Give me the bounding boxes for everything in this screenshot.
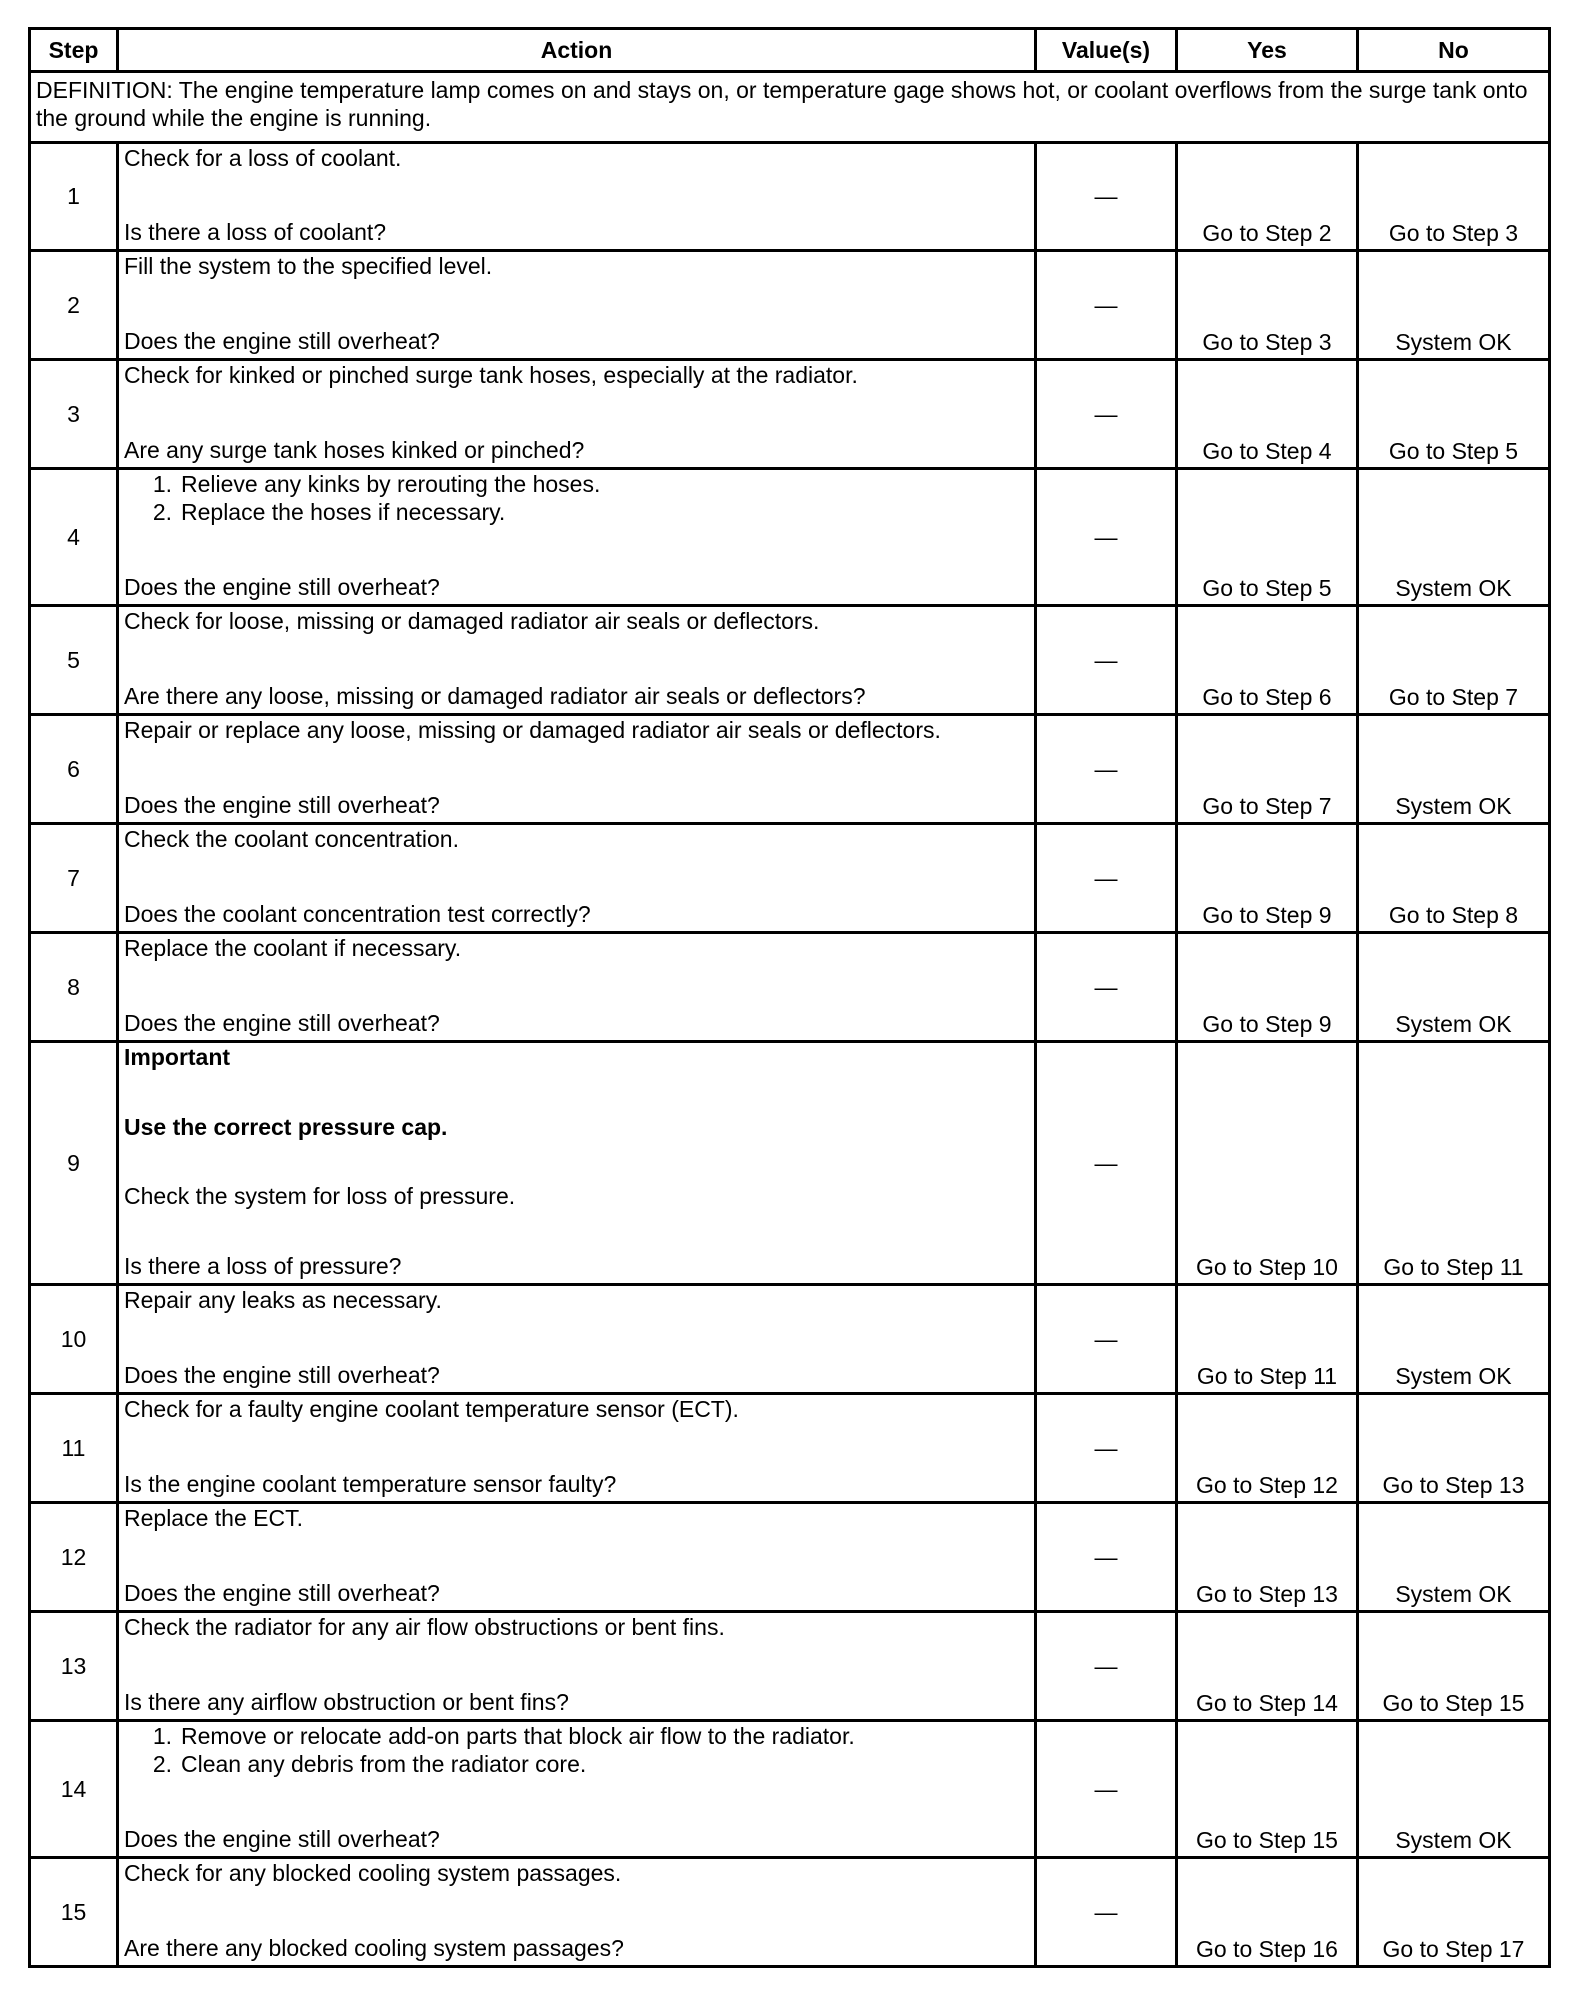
step-number: 9 <box>30 1042 118 1285</box>
value-cell: — <box>1036 1612 1177 1721</box>
step-number: 12 <box>30 1503 118 1612</box>
step-number: 8 <box>30 933 118 1042</box>
action-question: Does the engine still overheat? <box>124 1010 440 1036</box>
action-cell <box>118 1858 1036 1967</box>
no-result: System OK <box>1358 251 1550 360</box>
action-question: Does the coolant concentration test correctly? <box>124 901 591 927</box>
header-step: Step <box>30 29 118 72</box>
action-question: Are there any blocked cooling system passages? <box>124 1935 624 1961</box>
table-row <box>30 1858 1550 1967</box>
yes-result: Go to Step 14 <box>1177 1612 1358 1721</box>
step-number: 5 <box>30 606 118 715</box>
list-number: 2. <box>152 1751 172 1777</box>
table-row <box>30 1042 1550 1285</box>
yes-result: Go to Step 3 <box>1177 251 1358 360</box>
yes-result: Go to Step 6 <box>1177 606 1358 715</box>
table-row <box>30 1285 1550 1394</box>
step-number: 1 <box>30 143 118 251</box>
action-question: Are there any loose, missing or damaged radiator air seals or deflectors? <box>124 683 866 709</box>
list-number: 1. <box>152 1723 172 1749</box>
action-cell <box>118 1285 1036 1394</box>
step-number: 13 <box>30 1612 118 1721</box>
table-body <box>30 72 1550 1967</box>
value-cell: — <box>1036 469 1177 606</box>
action-instruction: Check for kinked or pinched surge tank hoses, especially at the radiator. <box>124 362 858 388</box>
no-result: System OK <box>1358 1721 1550 1858</box>
list-text: Replace the hoses if necessary. <box>181 499 506 525</box>
step-number: 6 <box>30 715 118 824</box>
value-cell: — <box>1036 1285 1177 1394</box>
action-instruction: Replace the coolant if necessary. <box>124 935 462 961</box>
yes-result: Go to Step 13 <box>1177 1503 1358 1612</box>
action-instruction: Repair or replace any loose, missing or damaged radiator air seals or deflectors. <box>124 717 941 743</box>
table-row <box>30 606 1550 715</box>
numbered-list <box>124 470 1030 526</box>
step-number: 10 <box>30 1285 118 1394</box>
action-cell <box>118 824 1036 933</box>
yes-result: Go to Step 5 <box>1177 469 1358 606</box>
header-row <box>30 29 1550 72</box>
no-result: Go to Step 5 <box>1358 360 1550 469</box>
numbered-list <box>124 1722 1030 1778</box>
list-text: Clean any debris from the radiator core. <box>181 1751 587 1777</box>
action-question: Does the engine still overheat? <box>124 792 440 818</box>
list-item <box>124 1750 1030 1778</box>
action-cell <box>118 1394 1036 1503</box>
action-instruction: Check for a loss of coolant. <box>124 145 402 171</box>
action-cell <box>118 606 1036 715</box>
table-row <box>30 715 1550 824</box>
action-note: Use the correct pressure cap. <box>124 1113 448 1140</box>
action-question: Is there a loss of pressure? <box>124 1252 402 1279</box>
list-number: 2. <box>152 499 172 525</box>
no-result: Go to Step 15 <box>1358 1612 1550 1721</box>
action-note: Important <box>124 1044 231 1070</box>
action-question: Are any surge tank hoses kinked or pinched? <box>124 437 585 463</box>
yes-result: Go to Step 4 <box>1177 360 1358 469</box>
yes-result: Go to Step 11 <box>1177 1285 1358 1394</box>
yes-result: Go to Step 16 <box>1177 1858 1358 1967</box>
no-result: Go to Step 3 <box>1358 143 1550 251</box>
value-cell: — <box>1036 1394 1177 1503</box>
table-row <box>30 1503 1550 1612</box>
step-number: 4 <box>30 469 118 606</box>
step-number: 3 <box>30 360 118 469</box>
header-yes: Yes <box>1177 29 1358 72</box>
action-question: Is there a loss of coolant? <box>124 219 387 245</box>
yes-result: Go to Step 9 <box>1177 933 1358 1042</box>
action-question: Does the engine still overheat? <box>124 1826 440 1852</box>
action-instruction: Fill the system to the specified level. <box>124 253 493 279</box>
no-result: Go to Step 17 <box>1358 1858 1550 1967</box>
action-cell <box>118 469 1036 606</box>
action-cell <box>118 1612 1036 1721</box>
header-no: No <box>1358 29 1550 72</box>
step-number: 11 <box>30 1394 118 1503</box>
action-question: Does the engine still overheat? <box>124 1362 440 1388</box>
action-cell <box>118 251 1036 360</box>
no-result: System OK <box>1358 933 1550 1042</box>
action-question: Is there any airflow obstruction or bent fins? <box>124 1689 569 1715</box>
yes-result: Go to Step 2 <box>1177 143 1358 251</box>
step-number: 14 <box>30 1721 118 1858</box>
action-instruction: Replace the ECT. <box>124 1505 303 1531</box>
table-row <box>30 469 1550 606</box>
diagnostic-table <box>28 27 1551 1968</box>
action-cell <box>118 143 1036 251</box>
definition-text: DEFINITION: The engine temperature lamp comes on and stays on, or temperature gage shows hot, or coolant overflows from the surge tank onto the ground while the engine is running. <box>30 72 1550 143</box>
no-result: Go to Step 8 <box>1358 824 1550 933</box>
value-cell: — <box>1036 251 1177 360</box>
table-row <box>30 360 1550 469</box>
action-cell <box>118 360 1036 469</box>
action-cell <box>118 933 1036 1042</box>
yes-result: Go to Step 15 <box>1177 1721 1358 1858</box>
table-row <box>30 1394 1550 1503</box>
yes-result: Go to Step 9 <box>1177 824 1358 933</box>
no-result: System OK <box>1358 715 1550 824</box>
table-row <box>30 933 1550 1042</box>
yes-result: Go to Step 7 <box>1177 715 1358 824</box>
value-cell: — <box>1036 1721 1177 1858</box>
no-result: Go to Step 11 <box>1358 1042 1550 1285</box>
list-text: Remove or relocate add-on parts that block air flow to the radiator. <box>181 1723 855 1749</box>
value-cell: — <box>1036 824 1177 933</box>
header-action: Action <box>118 29 1036 72</box>
step-number: 7 <box>30 824 118 933</box>
action-question: Does the engine still overheat? <box>124 1580 440 1606</box>
action-instruction: Check the radiator for any air flow obstructions or bent fins. <box>124 1614 725 1640</box>
yes-result: Go to Step 12 <box>1177 1394 1358 1503</box>
value-cell: — <box>1036 1042 1177 1285</box>
value-cell: — <box>1036 933 1177 1042</box>
action-instruction: Check the system for loss of pressure. <box>124 1183 516 1210</box>
value-cell: — <box>1036 1503 1177 1612</box>
table-row <box>30 824 1550 933</box>
step-number: 2 <box>30 251 118 360</box>
no-result: Go to Step 13 <box>1358 1394 1550 1503</box>
value-cell: — <box>1036 606 1177 715</box>
no-result: System OK <box>1358 469 1550 606</box>
action-question: Is the engine coolant temperature sensor faulty? <box>124 1471 617 1497</box>
step-number: 15 <box>30 1858 118 1967</box>
action-question: Does the engine still overheat? <box>124 328 440 354</box>
list-number: 1. <box>152 471 172 497</box>
no-result: System OK <box>1358 1503 1550 1612</box>
action-instruction: Check for any blocked cooling system passages. <box>124 1860 622 1886</box>
action-question: Does the engine still overheat? <box>124 574 440 600</box>
list-text: Relieve any kinks by rerouting the hoses. <box>181 471 601 497</box>
action-cell <box>118 715 1036 824</box>
value-cell: — <box>1036 715 1177 824</box>
action-cell <box>118 1042 1036 1285</box>
table-row <box>30 1612 1550 1721</box>
value-cell: — <box>1036 360 1177 469</box>
definition-row <box>30 72 1550 143</box>
list-item <box>124 1722 1030 1750</box>
action-instruction: Repair any leaks as necessary. <box>124 1287 442 1313</box>
table-row <box>30 251 1550 360</box>
list-item <box>124 498 1030 526</box>
action-instruction: Check for a faulty engine coolant temperature sensor (ECT). <box>124 1396 739 1422</box>
value-cell: — <box>1036 1858 1177 1967</box>
action-cell <box>118 1721 1036 1858</box>
value-cell: — <box>1036 143 1177 251</box>
no-result: Go to Step 7 <box>1358 606 1550 715</box>
table-row <box>30 1721 1550 1858</box>
list-item <box>124 470 1030 498</box>
action-instruction: Check for loose, missing or damaged radiator air seals or deflectors. <box>124 608 820 634</box>
yes-result: Go to Step 10 <box>1177 1042 1358 1285</box>
no-result: System OK <box>1358 1285 1550 1394</box>
action-instruction: Check the coolant concentration. <box>124 826 459 852</box>
header-values: Value(s) <box>1036 29 1177 72</box>
action-cell <box>118 1503 1036 1612</box>
table-row <box>30 143 1550 251</box>
